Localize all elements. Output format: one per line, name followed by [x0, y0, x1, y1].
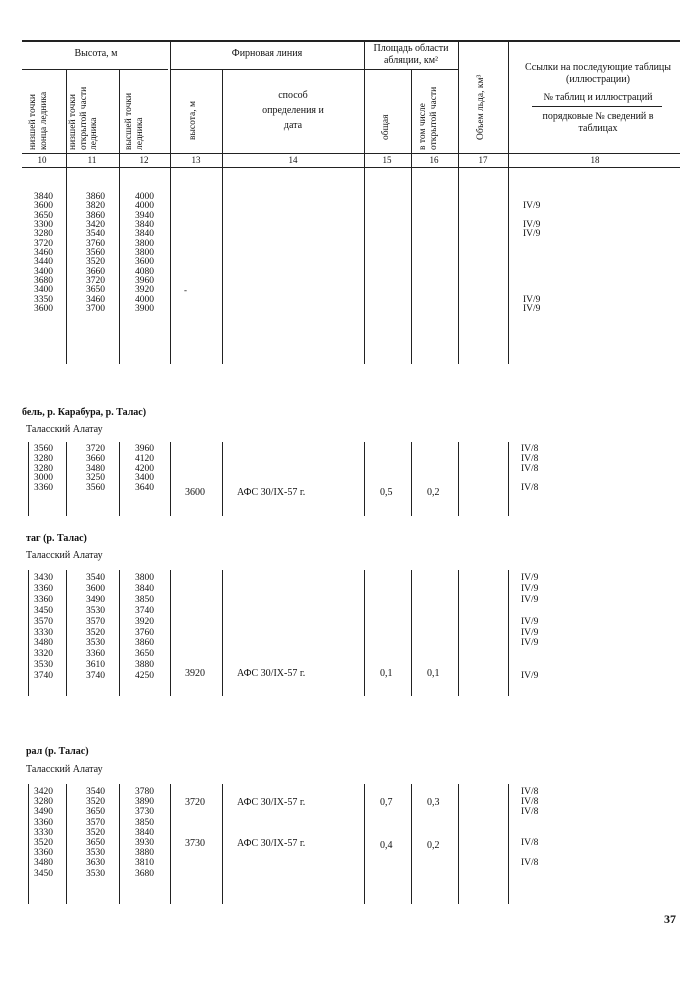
s3-method: АФС 30/IX-57 г. [237, 668, 306, 679]
header-col11: низшей точки открытой части ледника [68, 86, 99, 150]
s2-method: АФС 30/IX-57 г. [237, 487, 306, 498]
s3-col12: 3800 3840 3850 3740 3920 3760 3860 3650 3880 4250 [135, 573, 154, 682]
s2-title: бель, р. Карабура, р. Талас) [22, 407, 147, 418]
header-col13: высота, м [188, 101, 198, 140]
s4-row2-area-open: 0,2 [427, 840, 440, 851]
s4-row2-area-total: 0,4 [380, 840, 393, 851]
s4-title: рал (р. Талас) [26, 746, 89, 757]
header-col14: способ определения и дата [262, 90, 324, 131]
s3-area-total: 0,1 [380, 668, 393, 679]
colnum-17: 17 [478, 155, 488, 165]
s4-row1-area-open: 0,3 [427, 797, 440, 808]
header-col12: высшей точки ледника [124, 92, 145, 150]
s3-col18: IV/9 IV/9 IV/9 IV/9 IV/9 IV/9 IV/9 [521, 573, 539, 682]
page-number: 37 [664, 912, 676, 926]
colnum-16: 16 [429, 155, 439, 165]
s3-firn-height: 3920 [185, 668, 205, 679]
s2-subtitle: Таласский Алатау [26, 424, 103, 435]
s3-subtitle: Таласский Алатау [26, 550, 103, 561]
header-col16: в том числе открытой части [418, 86, 439, 150]
s4-row1-method: АФС 30/IX-57 г. [237, 797, 306, 808]
header-col17: Объем льда, км³ [476, 74, 486, 140]
s3-area-open: 0,1 [427, 668, 440, 679]
s1-mark: - [184, 285, 187, 295]
colnum-12: 12 [139, 155, 149, 165]
s4-col10: 3420 3280 3490 3360 3330 3520 3360 3480 3450 [34, 787, 53, 879]
s3-col11: 3540 3600 3490 3530 3570 3520 3530 3360 3610 3740 [86, 573, 105, 682]
s1-col18: IV/9 IV/9 IV/9 IV/9 IV/9 [523, 201, 541, 315]
s1-col10: 3840 3600 3650 3300 3280 3720 3460 3440 3400 3680 3400 3350 3600 [34, 192, 53, 315]
s4-row1-area-total: 0,7 [380, 797, 393, 808]
colnum-15: 15 [382, 155, 392, 165]
colnum-11: 11 [87, 155, 97, 165]
s2-col10: 3560 3280 3280 3000 3360 [34, 444, 53, 494]
header-refs-sub2: порядковые № сведений в таблицах [542, 111, 654, 134]
s4-subtitle: Таласский Алатау [26, 764, 103, 775]
colnum-13: 13 [191, 155, 201, 165]
s4-row1-firn-height: 3720 [185, 797, 205, 808]
s3-title: таг (р. Талас) [26, 533, 87, 544]
colnum-18: 18 [590, 155, 600, 165]
s4-col11: 3540 3520 3650 3570 3520 3650 3530 3630 3530 [86, 787, 105, 879]
s2-area-total: 0,5 [380, 487, 393, 498]
colnum-10: 10 [37, 155, 47, 165]
s4-col18: IV/8 IV/8 IV/8 IV/8 IV/8 [521, 787, 539, 869]
header-refs-sub1: № таблиц и иллюстраций [543, 92, 653, 103]
colnum-14: 14 [288, 155, 298, 165]
s2-firn-height: 3600 [185, 487, 205, 498]
s4-row2-method: АФС 30/IX-57 г. [237, 838, 306, 849]
s1-col12: 4000 4000 3940 3840 3840 3800 3800 3600 4080 3960 3920 4000 3900 [135, 192, 154, 315]
s2-area-open: 0,2 [427, 487, 440, 498]
s4-row2-firn-height: 3730 [185, 838, 205, 849]
header-area-group: Площадь области абляции, км² [373, 43, 449, 66]
header-firn-group: Фирновая линия [231, 48, 303, 59]
s2-col11: 3720 3660 3480 3250 3560 [86, 444, 105, 494]
header-height-group: Высота, м [74, 48, 118, 59]
header-refs-title: Ссылки на последующие таблицы (иллюстрации) [524, 62, 671, 85]
s3-col10: 3430 3360 3360 3450 3570 3330 3480 3320 3530 3740 [34, 573, 53, 682]
s2-col18: IV/8 IV/8 IV/8 IV/8 [521, 444, 539, 494]
s1-col11: 3860 3820 3860 3420 3540 3760 3560 3520 3660 3720 3650 3460 3700 [86, 192, 105, 315]
header-col10: низшей точки конца ледника [28, 91, 49, 150]
header-col15: общая [381, 114, 391, 140]
s4-col12: 3780 3890 3730 3850 3840 3930 3880 3810 3680 [135, 787, 154, 879]
s2-col12: 3960 4120 4200 3400 3640 [135, 444, 154, 494]
